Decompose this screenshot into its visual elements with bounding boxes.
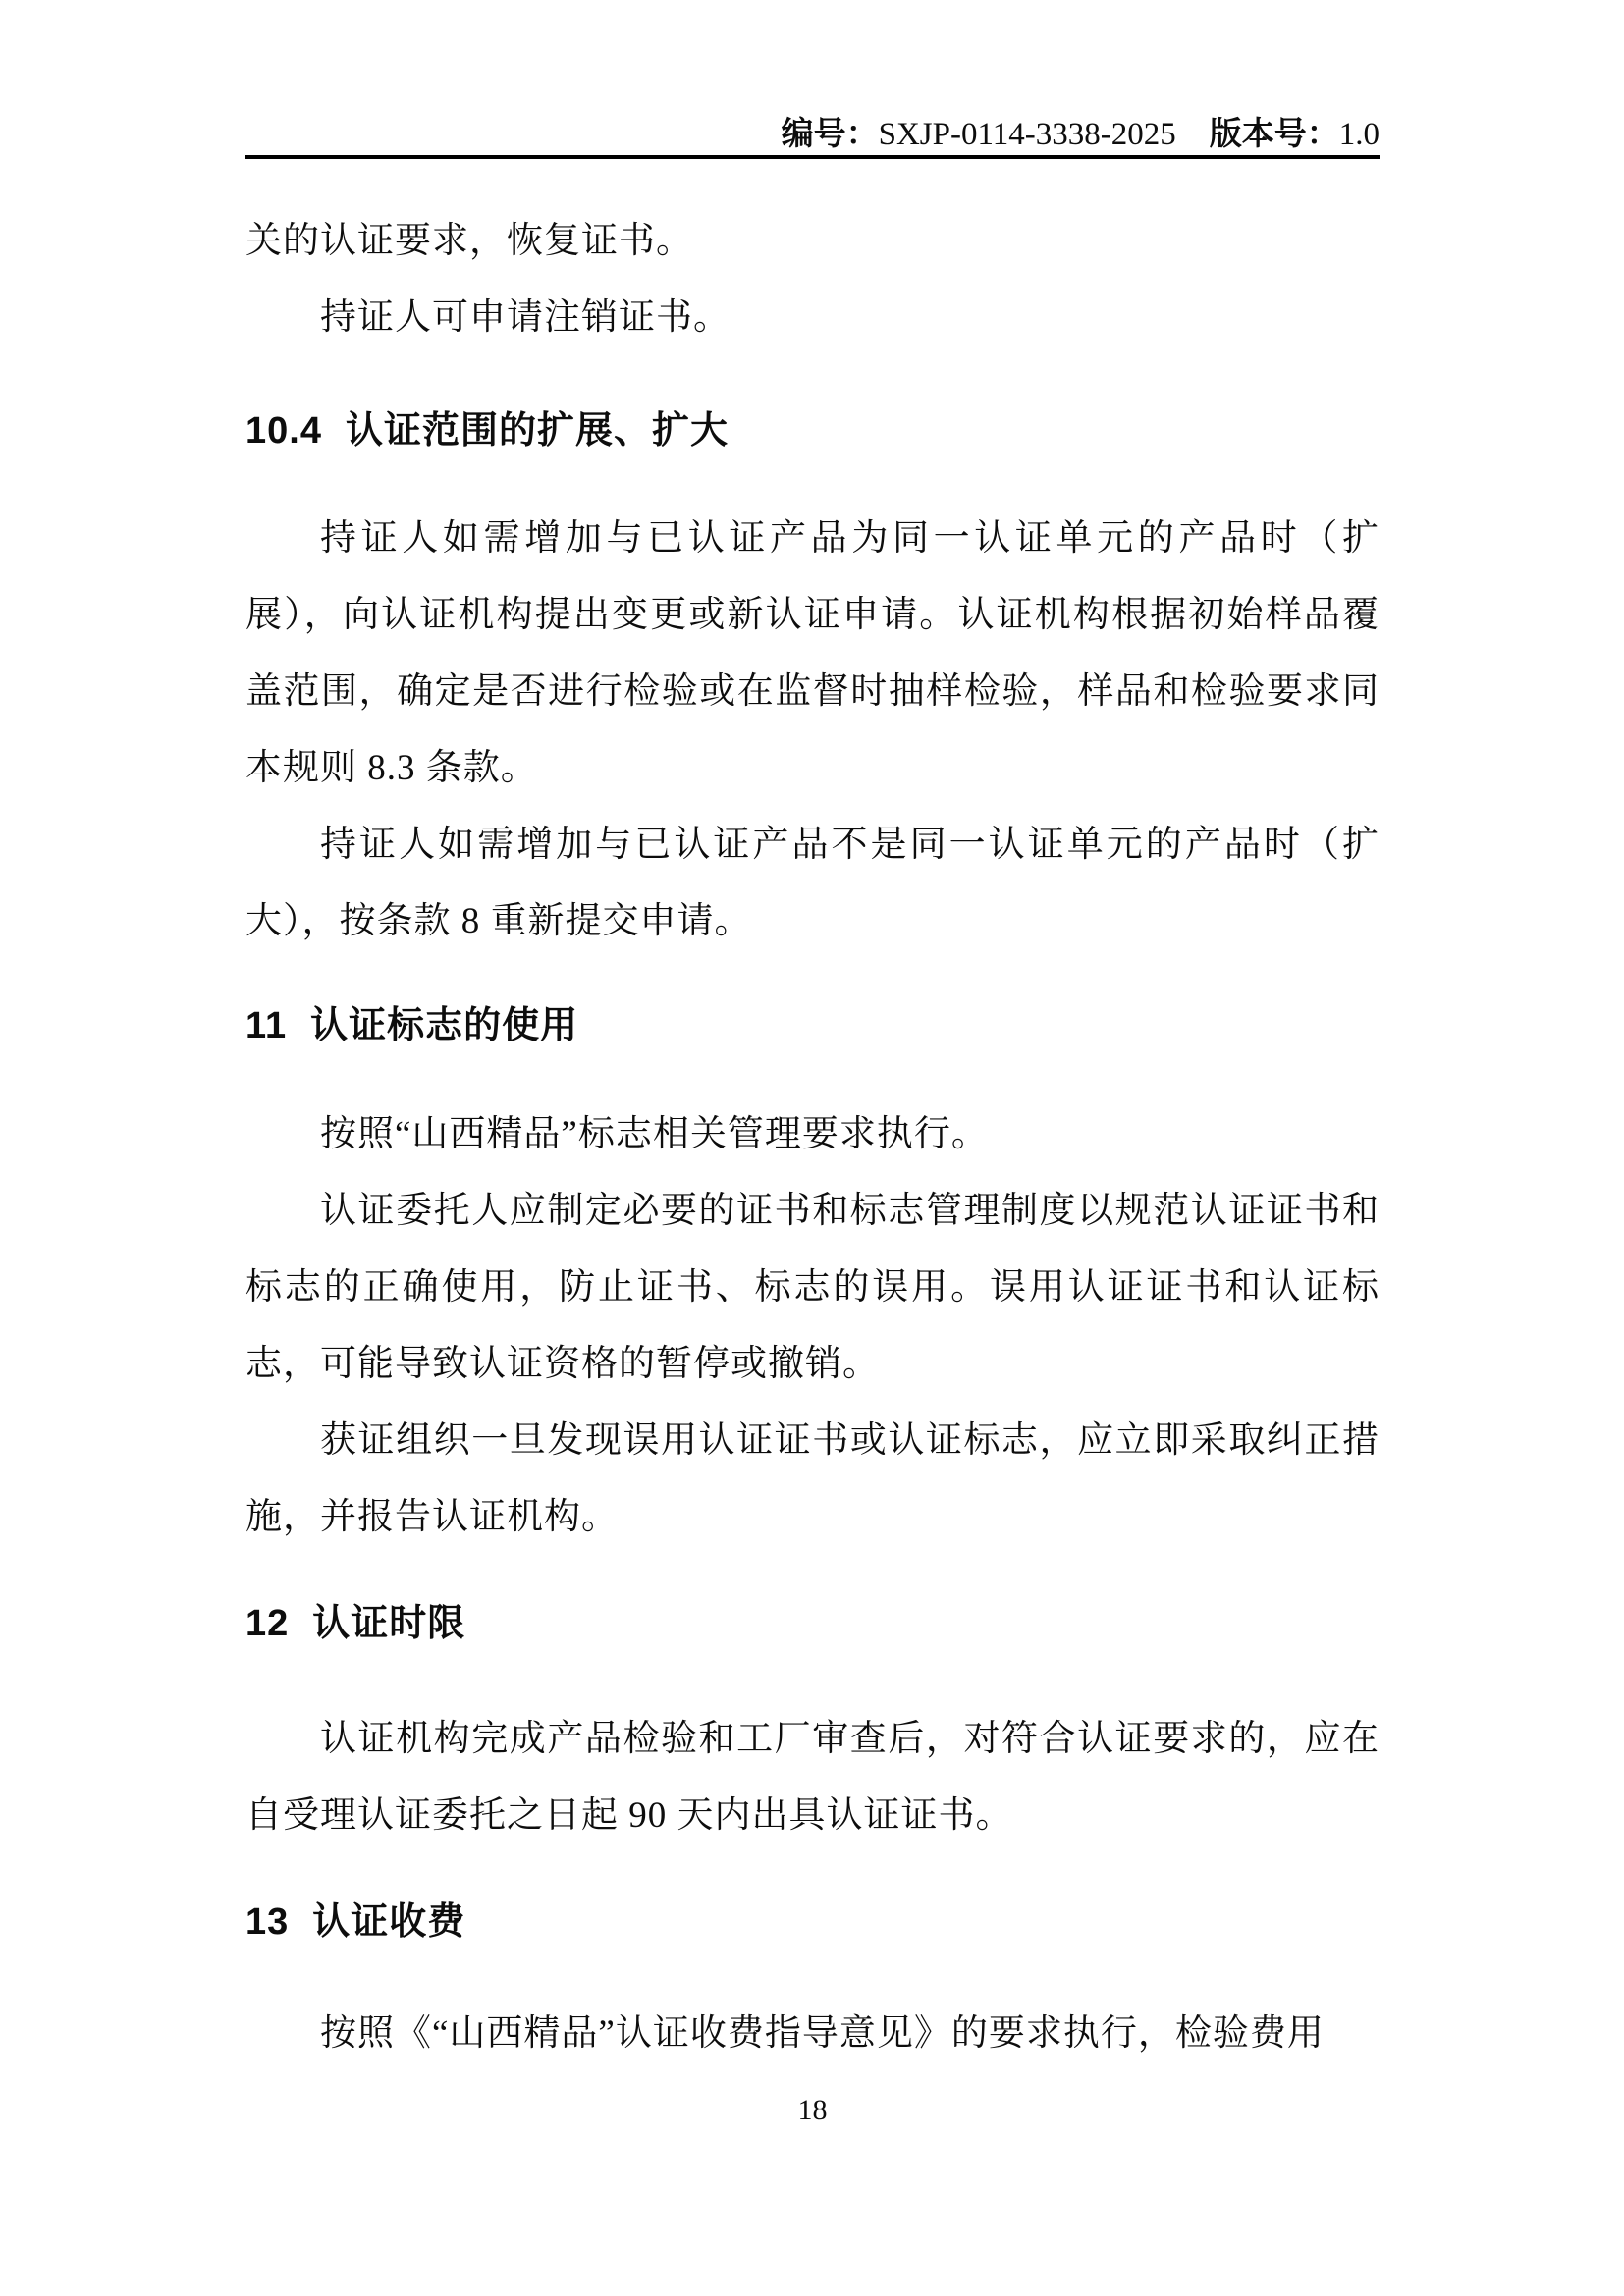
doc-number-value: SXJP-0114-3338-2025 [878,117,1176,152]
paragraph-mark-management: 认证委托人应制定必要的证书和标志管理制度以规范认证证书和标志的正确使用，防止证书、标志的误用。误用认证证书和认证标志，可能导致认证资格的暂停或撤销。 [245,1191,1380,1384]
section-number: 13 [245,1901,290,1943]
page-number: 18 [797,2094,828,2126]
page-content [0,112,1624,2130]
page-footer [245,2091,1380,2130]
section-number: 10.4 [245,410,322,452]
section-heading-10-4 [245,393,1380,469]
section-title: 认证时限 [312,1603,466,1644]
section-title: 认证收费 [312,1901,466,1943]
paragraph-cancel-certificate: 持证人可申请注销证书。 [320,297,731,338]
version-label: 版本号： [1209,115,1339,151]
section-title: 认证范围的扩展、扩大 [345,410,729,452]
version-value: 1.0 [1338,117,1380,152]
paragraph-certification-fees: 按照《“山西精品”认证收费指导意见》的要求执行，检验费用 [320,2013,1325,2054]
section-title: 认证标志的使用 [310,1005,579,1046]
section-number: 11 [245,1005,288,1046]
paragraph-expansion-same-unit: 持证人如需增加与已认证产品为同一认证单元的产品时（扩展），向认证机构提出变更或新认证申请。认证机构根据初始样品覆盖范围，确定是否进行检验或在监督时抽样检验，样品和检验要求同本规则 8.3 条款。 [245,518,1380,788]
paragraph-certification-time-limit: 认证机构完成产品检验和工厂审查后，对符合认证要求的，应在自受理认证委托之日起 90 天内出具认证证书。 [245,1719,1380,1836]
paragraph-mark-usage: 按照“山西精品”标志相关管理要求执行。 [320,1114,989,1154]
section-heading-11 [245,988,1380,1064]
paragraph-expansion-different-unit: 持证人如需增加与已认证产品不是同一认证单元的产品时（扩大），按条款 8 重新提交申请。 [245,825,1380,941]
doc-number-label: 编号： [781,115,879,151]
page-header [245,112,1380,155]
section-heading-12 [245,1585,1380,1662]
header-rule [245,155,1380,159]
paragraph-misuse-correction: 获证组织一旦发现误用认证证书或认证标志，应立即采取纠正措施，并报告认证机构。 [245,1420,1380,1537]
section-heading-13 [245,1884,1380,1960]
section-number: 12 [245,1603,290,1644]
paragraph-continuation: 关的认证要求，恢复证书。 [245,221,693,261]
